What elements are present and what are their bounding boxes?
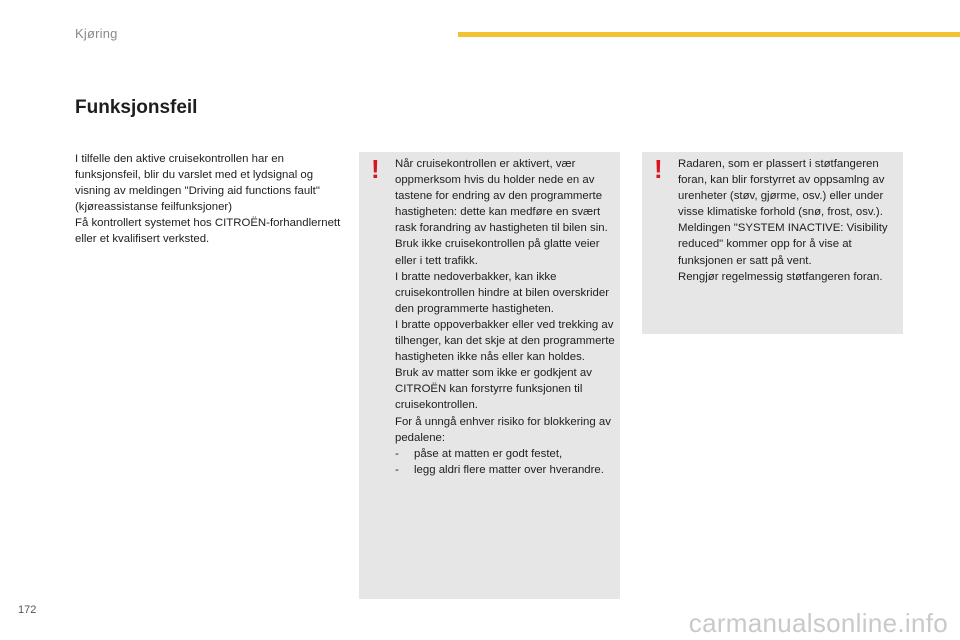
list-dash: - [395, 463, 399, 476]
warning-paragraph: Når cruisekontrollen er aktivert, vær oppmerksom hvis du holder nede en av tastene for endring av den programmerte hastigheten: dette kan medføre en svært rask forandring av hastigheten til bilen sin. [395, 158, 608, 235]
warning-paragraph: Meldingen "SYSTEM INACTIVE: Visibility reduced" kommer opp for å vise at funksjonen er satt på vent. [678, 222, 888, 267]
warning-text [395, 156, 616, 478]
warning-box-cruise-control [359, 152, 620, 599]
list-item-text: påse at matten er godt festet, [414, 447, 563, 460]
list-item-text: legg aldri flere matter over hverandre. [414, 463, 604, 476]
watermark: carmanualsonline.info [688, 608, 948, 638]
warning-paragraph: Radaren, som er plassert i støtfangeren foran, kan blir forstyrret av oppsamlng av urenheter (støv, gjørme, osv.) eller under visse klimatiske forhold (snø, frost, osv.). [678, 158, 885, 219]
warning-paragraph: I bratte nedoverbakker, kan ikke cruisekontrollen hindre at bilen overskrider den programmerte hastigheten. [395, 270, 609, 315]
body-paragraph: I tilfelle den aktive cruisekontrollen har en funksjonsfeil, blir du varslet med et lydsignal og visning av meldingen "Driving aid functions fault"(kjøreassistanse feilfunksjoner) [75, 153, 320, 214]
body-text [75, 151, 345, 248]
warning-exclamation-icon: ! [654, 154, 663, 184]
warning-list [395, 446, 616, 478]
warning-paragraph: Bruk av matter som ikke er godkjent av CITROËN kan forstyrre funksjonen til cruisekontrollen. [395, 367, 592, 412]
warning-exclamation-icon: ! [371, 154, 380, 184]
list-item [395, 446, 616, 462]
warning-box-radar [642, 152, 903, 334]
warning-text [678, 156, 899, 285]
warning-paragraph: I bratte oppoverbakker eller ved trekking av tilhenger, kan det skje at den programmerte hastigheten ikke nås eller kan holdes. [395, 318, 615, 364]
accent-bar [458, 32, 960, 37]
warning-paragraph: For å unngå enhver risiko for blokkering av pedalene: [395, 415, 611, 444]
body-paragraph: Få kontrollert systemet hos CITROËN-forhandlernett eller et kvalifisert verksted. [75, 217, 341, 246]
page-title: Funksjonsfeil [75, 97, 198, 118]
section-label: Kjøring [75, 26, 118, 41]
warning-paragraph: Rengjør regelmessig støtfangeren foran. [678, 270, 883, 283]
page-number: 172 [18, 604, 37, 616]
list-item [395, 462, 616, 478]
warning-paragraph: Bruk ikke cruisekontrollen på glatte veier eller i tett trafikk. [395, 238, 600, 267]
list-dash: - [395, 447, 399, 460]
